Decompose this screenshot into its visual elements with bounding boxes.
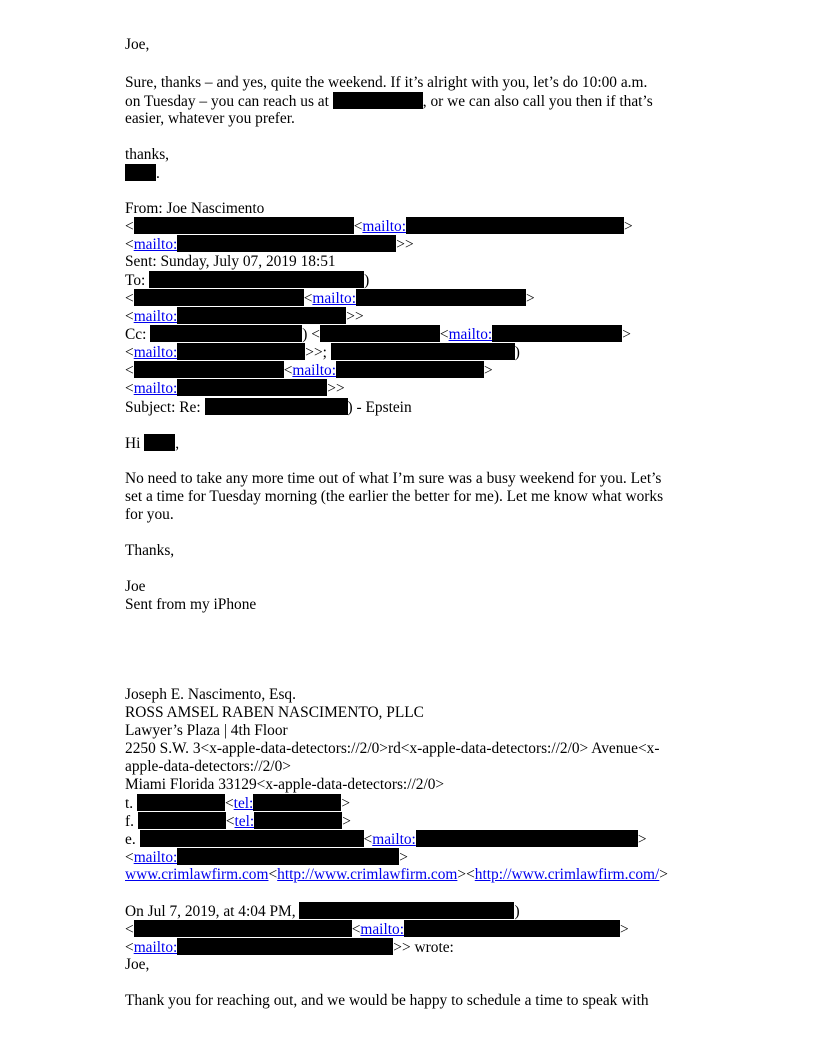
- mailto-link[interactable]: mailto:: [362, 218, 406, 235]
- redaction: [177, 235, 396, 252]
- website-link[interactable]: www.crimlawfirm.com: [125, 866, 269, 883]
- redaction: [134, 361, 284, 378]
- reply-body-line: on Tuesday – you can reach us at , or we can also call you then if that’s: [125, 93, 653, 110]
- signature-address: Miami Florida 33129<x-apple-data-detectors://2/0>: [125, 776, 445, 793]
- joe-greeting: Hi ,: [125, 435, 180, 452]
- redaction: [177, 343, 305, 360]
- redaction: [140, 830, 364, 847]
- signature-fax: f. <tel: >: [125, 813, 351, 830]
- redaction: [406, 217, 624, 234]
- signature-phone: t. <tel: >: [125, 795, 351, 812]
- mailto-link[interactable]: mailto:: [133, 308, 178, 325]
- mailto-link[interactable]: mailto:: [360, 921, 404, 938]
- redaction: [416, 830, 638, 847]
- redaction: [331, 343, 515, 360]
- redaction: [336, 361, 484, 378]
- quoted-body-line: Thank you for reaching out, and we would be happy to schedule a time to speak with: [125, 992, 649, 1009]
- reply-body-line: easier, whatever you prefer.: [125, 110, 295, 127]
- quoted-greeting: Joe,: [125, 956, 150, 973]
- cc-line: Cc: ) < <mailto: >: [125, 326, 631, 343]
- quoted-address-line: < <mailto: >: [125, 921, 629, 938]
- redaction: [177, 379, 327, 396]
- redaction: [177, 848, 399, 865]
- from-address-line: < <mailto: >: [125, 218, 633, 235]
- redaction: [356, 289, 526, 306]
- quoted-header: On Jul 7, 2019, at 4:04 PM, ): [125, 903, 520, 920]
- reply-signature: .: [125, 164, 160, 183]
- redaction-name: [125, 164, 156, 181]
- mailto-link[interactable]: mailto:: [133, 344, 178, 361]
- reply-body-line: Sure, thanks – and yes, quite the weekend. If it’s alright with you, let’s do 10:00 a.m.: [125, 74, 648, 91]
- tel-link[interactable]: tel:: [234, 813, 255, 830]
- redaction: [177, 938, 393, 955]
- signature-firm: ROSS AMSEL RABEN NASCIMENTO, PLLC: [125, 704, 424, 721]
- to-line: To: ): [125, 272, 370, 289]
- redaction: [404, 920, 620, 937]
- to-address-line: < <mailto: >: [125, 290, 535, 307]
- sent-line: Sent: Sunday, July 07, 2019 18:51: [125, 253, 336, 270]
- to-address-line: <mailto: >>: [125, 308, 364, 325]
- from-line: From: Joe Nascimento: [125, 200, 265, 217]
- joe-body-line: set a time for Tuesday morning (the earlier the better for me). Let me know what works: [125, 488, 664, 505]
- redaction-name: [144, 434, 175, 451]
- redaction: [134, 217, 354, 234]
- reply-greeting: Joe,: [125, 36, 150, 53]
- quoted-address-line: <mailto: >> wrote:: [125, 939, 454, 956]
- cc-address-line: <mailto: >>; ): [125, 344, 520, 361]
- signature-name: Joseph E. Nascimento, Esq.: [125, 686, 296, 703]
- signature-email: e. <mailto: >: [125, 831, 647, 848]
- website-link[interactable]: http://www.crimlawfirm.com/: [474, 866, 660, 883]
- signature-address: 2250 S.W. 3<x-apple-data-detectors://2/0>rd<x-apple-data-detectors://2/0> Avenue<x-: [125, 740, 660, 757]
- tel-link[interactable]: tel:: [233, 795, 254, 812]
- redaction: [320, 325, 440, 342]
- redaction: [149, 271, 364, 288]
- redaction: [150, 325, 302, 342]
- joe-body-line: for you.: [125, 506, 174, 523]
- mailto-link[interactable]: mailto:: [372, 831, 416, 848]
- redaction: [254, 812, 342, 829]
- redaction: [177, 307, 346, 324]
- redaction: [138, 812, 226, 829]
- mailto-link[interactable]: mailto:: [133, 939, 178, 956]
- redaction: [492, 325, 622, 342]
- redaction-phone: [333, 92, 423, 109]
- cc-address-line: <mailto: >>: [125, 380, 345, 397]
- signature-building: Lawyer’s Plaza | 4th Floor: [125, 722, 288, 739]
- sent-from-iphone: Sent from my iPhone: [125, 596, 257, 613]
- redaction: [134, 920, 352, 937]
- reply-signoff: thanks,: [125, 146, 170, 163]
- cc-address-line: < <mailto: >: [125, 362, 493, 379]
- redaction: [205, 398, 348, 415]
- mailto-link[interactable]: mailto:: [133, 849, 178, 866]
- mailto-link[interactable]: mailto:: [292, 362, 336, 379]
- redaction: [299, 902, 514, 919]
- redaction: [137, 794, 225, 811]
- joe-body-line: No need to take any more time out of what I’m sure was a busy weekend for you. Let’s: [125, 470, 662, 487]
- website-link[interactable]: http://www.crimlawfirm.com: [277, 866, 458, 883]
- signature-address: apple-data-detectors://2/0>: [125, 758, 291, 775]
- signature-website: www.crimlawfirm.com<http://www.crimlawfirm.com><http://www.crimlawfirm.com/>: [125, 866, 668, 883]
- mailto-link[interactable]: mailto:: [448, 326, 493, 343]
- redaction: [253, 794, 341, 811]
- joe-thanks: Thanks,: [125, 542, 175, 559]
- from-address-line: <mailto: >>: [125, 236, 414, 253]
- redaction: [134, 289, 304, 306]
- mailto-link[interactable]: mailto:: [312, 290, 356, 307]
- mailto-link[interactable]: mailto:: [133, 236, 178, 253]
- subject-line: Subject: Re: ) - Epstein: [125, 399, 412, 416]
- joe-name: Joe: [125, 578, 146, 595]
- signature-email: <mailto: >: [125, 849, 408, 866]
- mailto-link[interactable]: mailto:: [133, 380, 178, 397]
